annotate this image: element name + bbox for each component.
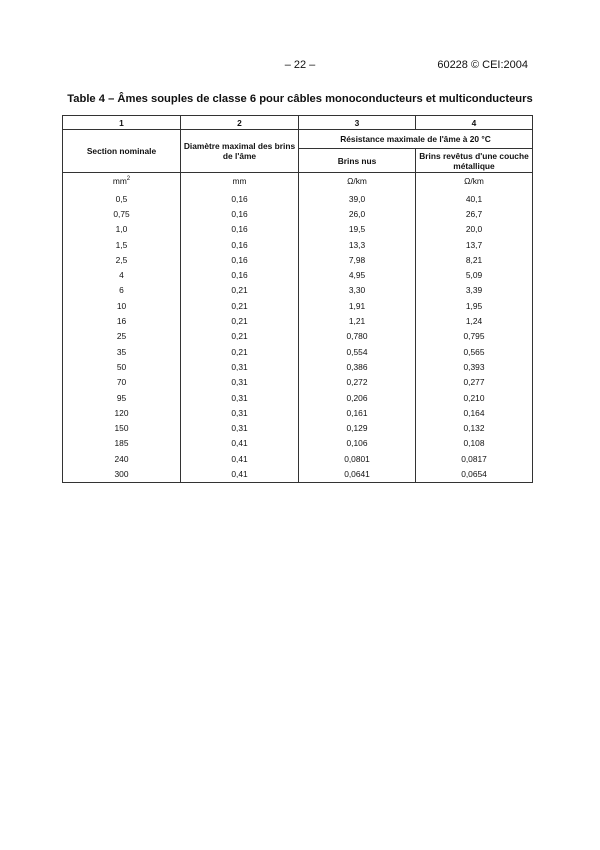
cell-diameter: 0,31 xyxy=(181,375,299,390)
cell-diameter: 0,41 xyxy=(181,451,299,466)
table-row xyxy=(63,451,533,466)
table-row xyxy=(63,436,533,451)
table-row xyxy=(63,359,533,374)
cell-coated-resistance: 3,39 xyxy=(416,283,533,298)
cell-diameter: 0,16 xyxy=(181,252,299,267)
cell-coated-resistance: 20,0 xyxy=(416,222,533,237)
cell-diameter: 0,41 xyxy=(181,436,299,451)
cell-plain-resistance: 7,98 xyxy=(299,252,416,267)
unit-coated: Ω/km xyxy=(416,173,533,189)
unit-section-exponent: 2 xyxy=(126,175,131,182)
cell-diameter: 0,21 xyxy=(181,313,299,328)
cell-diameter: 0,16 xyxy=(181,206,299,221)
table-row xyxy=(63,188,533,206)
cell-section: 0,75 xyxy=(63,206,181,221)
table-row xyxy=(63,405,533,420)
cell-section: 4 xyxy=(63,267,181,282)
column-number-3: 3 xyxy=(299,116,416,130)
cell-plain-resistance: 0,106 xyxy=(299,436,416,451)
column-number-2: 2 xyxy=(181,116,299,130)
cell-plain-resistance: 0,129 xyxy=(299,420,416,435)
cell-plain-resistance: 3,30 xyxy=(299,283,416,298)
cell-coated-resistance: 26,7 xyxy=(416,206,533,221)
cell-plain-resistance: 0,386 xyxy=(299,359,416,374)
cell-coated-resistance: 13,7 xyxy=(416,237,533,252)
cell-coated-resistance: 0,164 xyxy=(416,405,533,420)
cell-diameter: 0,31 xyxy=(181,359,299,374)
cell-diameter: 0,16 xyxy=(181,267,299,282)
cell-plain-resistance: 19,5 xyxy=(299,222,416,237)
cell-section: 240 xyxy=(63,451,181,466)
unit-plain: Ω/km xyxy=(299,173,416,189)
page-number: – 22 – xyxy=(284,59,316,71)
cell-section: 185 xyxy=(63,436,181,451)
cell-diameter: 0,31 xyxy=(181,405,299,420)
cell-coated-resistance: 0,277 xyxy=(416,375,533,390)
cell-coated-resistance: 0,108 xyxy=(416,436,533,451)
header-diameter: Diamètre maximal des brins de l'âme xyxy=(181,130,299,173)
header-coated-wires: Brins revêtus d'une couche métallique xyxy=(416,149,533,173)
cell-plain-resistance: 0,554 xyxy=(299,344,416,359)
cell-diameter: 0,31 xyxy=(181,420,299,435)
table-row xyxy=(63,267,533,282)
cell-plain-resistance: 0,0801 xyxy=(299,451,416,466)
cell-coated-resistance: 0,132 xyxy=(416,420,533,435)
cell-diameter: 0,16 xyxy=(181,237,299,252)
standard-reference: 60228 © CEI:2004 xyxy=(437,59,528,71)
cell-coated-resistance: 0,0654 xyxy=(416,466,533,482)
cell-diameter: 0,21 xyxy=(181,298,299,313)
table-body xyxy=(63,188,533,482)
cell-coated-resistance: 0,393 xyxy=(416,359,533,374)
table-row xyxy=(63,313,533,328)
table-row xyxy=(63,206,533,221)
cell-plain-resistance: 4,95 xyxy=(299,267,416,282)
table-row xyxy=(63,237,533,252)
cell-plain-resistance: 0,161 xyxy=(299,405,416,420)
cell-section: 0,5 xyxy=(63,188,181,206)
cell-plain-resistance: 26,0 xyxy=(299,206,416,221)
header-section: Section nominale xyxy=(63,130,181,173)
cell-section: 70 xyxy=(63,375,181,390)
cell-plain-resistance: 1,21 xyxy=(299,313,416,328)
cell-diameter: 0,21 xyxy=(181,283,299,298)
cell-section: 120 xyxy=(63,405,181,420)
cell-section: 25 xyxy=(63,329,181,344)
cell-coated-resistance: 8,21 xyxy=(416,252,533,267)
cell-coated-resistance: 0,210 xyxy=(416,390,533,405)
column-number-4: 4 xyxy=(416,116,533,130)
cell-diameter: 0,21 xyxy=(181,329,299,344)
cell-diameter: 0,41 xyxy=(181,466,299,482)
cell-section: 16 xyxy=(63,313,181,328)
cell-section: 150 xyxy=(63,420,181,435)
cell-section: 95 xyxy=(63,390,181,405)
cell-section: 1,0 xyxy=(63,222,181,237)
table-row xyxy=(63,375,533,390)
table-row xyxy=(63,222,533,237)
cell-plain-resistance: 39,0 xyxy=(299,188,416,206)
cell-coated-resistance: 0,795 xyxy=(416,329,533,344)
cell-coated-resistance: 1,95 xyxy=(416,298,533,313)
cell-coated-resistance: 1,24 xyxy=(416,313,533,328)
column-number-row xyxy=(63,116,533,130)
table-row xyxy=(63,344,533,359)
cell-diameter: 0,16 xyxy=(181,222,299,237)
units-row xyxy=(63,173,533,189)
cell-diameter: 0,31 xyxy=(181,390,299,405)
table-row xyxy=(63,466,533,482)
cell-diameter: 0,21 xyxy=(181,344,299,359)
cell-plain-resistance: 0,780 xyxy=(299,329,416,344)
header-row-top xyxy=(63,130,533,149)
header-plain-wires: Brins nus xyxy=(299,149,416,173)
cell-section: 10 xyxy=(63,298,181,313)
cell-diameter: 0,16 xyxy=(181,188,299,206)
cell-section: 50 xyxy=(63,359,181,374)
cell-coated-resistance: 40,1 xyxy=(416,188,533,206)
cell-coated-resistance: 5,09 xyxy=(416,267,533,282)
cell-plain-resistance: 13,3 xyxy=(299,237,416,252)
cell-coated-resistance: 0,565 xyxy=(416,344,533,359)
table-title: Table 4 – Âmes souples de classe 6 pour câbles monoconducteurs et multiconducteurs xyxy=(67,93,533,105)
unit-section xyxy=(63,173,181,189)
header-resistance-group: Résistance maximale de l'âme à 20 °C xyxy=(299,130,533,149)
table-row xyxy=(63,329,533,344)
table-row xyxy=(63,420,533,435)
unit-diameter: mm xyxy=(181,173,299,189)
cell-coated-resistance: 0,0817 xyxy=(416,451,533,466)
table-row xyxy=(63,390,533,405)
table-row xyxy=(63,298,533,313)
cell-section: 6 xyxy=(63,283,181,298)
cable-data-table xyxy=(62,115,533,483)
cell-section: 1,5 xyxy=(63,237,181,252)
cell-section: 300 xyxy=(63,466,181,482)
cell-plain-resistance: 0,0641 xyxy=(299,466,416,482)
table-row xyxy=(63,252,533,267)
table-row xyxy=(63,283,533,298)
column-number-1: 1 xyxy=(63,116,181,130)
cell-plain-resistance: 0,206 xyxy=(299,390,416,405)
cell-plain-resistance: 1,91 xyxy=(299,298,416,313)
unit-section-base: mm xyxy=(112,175,127,186)
cell-plain-resistance: 0,272 xyxy=(299,375,416,390)
cell-section: 35 xyxy=(63,344,181,359)
cell-section: 2,5 xyxy=(63,252,181,267)
